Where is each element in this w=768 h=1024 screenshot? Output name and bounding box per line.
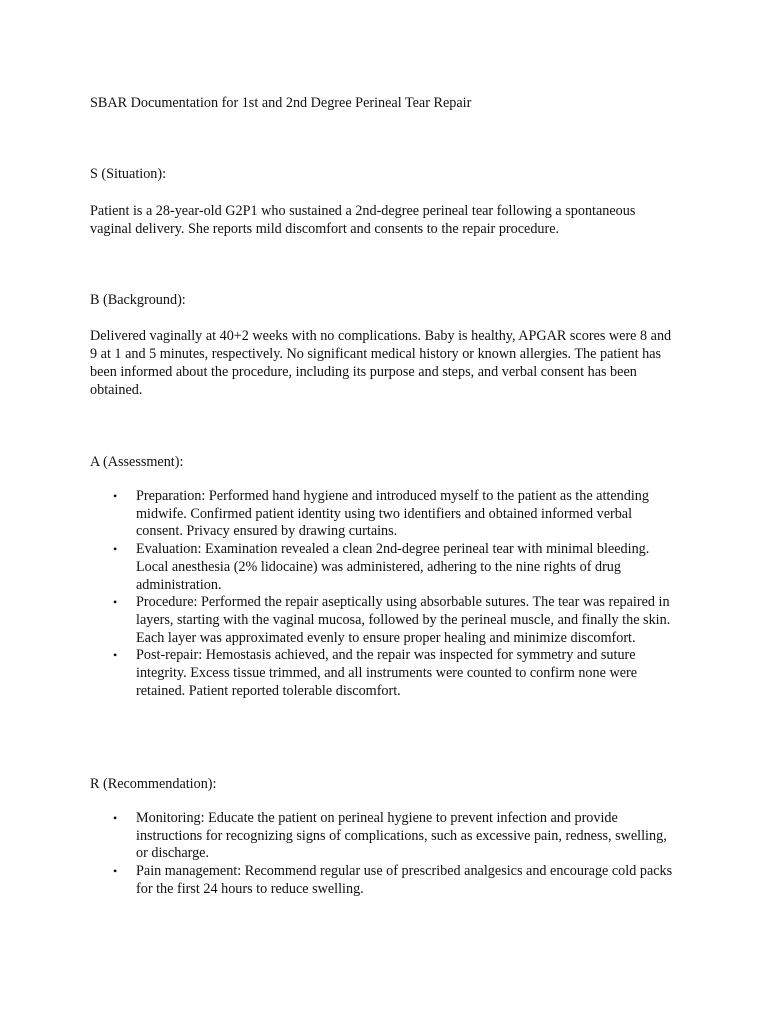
assessment-list bbox=[0, 488, 768, 700]
list-item bbox=[0, 863, 681, 898]
bullet-icon: • bbox=[113, 542, 118, 557]
recommendation-item-pain-management: Pain management: Recommend regular use of prescribed analgesics and encourage cold packs for the first 24 hours to reduce swelling. bbox=[136, 863, 673, 897]
document-title: SBAR Documentation for 1st and 2nd Degree Perineal Tear Repair bbox=[90, 95, 472, 111]
background-heading: B (Background): bbox=[90, 292, 186, 308]
situation-heading: S (Situation): bbox=[90, 166, 167, 182]
recommendation-heading: R (Recommendation): bbox=[90, 776, 217, 792]
assessment-item-preparation: Preparation: Performed hand hygiene and introduced myself to the patient as the attending midwife. Confirmed patient identity using two identifiers and obtained informed verbal consent. Privacy ensured by drawing curtains. bbox=[136, 488, 649, 540]
list-item bbox=[0, 594, 681, 647]
recommendation-item-monitoring: Monitoring: Educate the patient on perineal hygiene to prevent infection and provide instructions for recognizing signs of complications, such as excessive pain, redness, swelling, or discharge. bbox=[136, 810, 667, 862]
assessment-item-procedure: Procedure: Performed the repair aseptically using absorbable sutures. The tear was repaired in layers, starting with the vaginal mucosa, followed by the perineal muscle, and finally the skin. Each layer was approximated evenly to ensure proper healing and minimize discomfort. bbox=[136, 594, 671, 646]
list-item bbox=[0, 647, 681, 700]
bullet-icon: • bbox=[113, 648, 118, 663]
assessment-item-post-repair: Post-repair: Hemostasis achieved, and the repair was inspected for symmetry and suture integrity. Excess tissue trimmed, and all instruments were counted to confirm none were retained. Patient reported tolerable discomfort. bbox=[136, 647, 638, 699]
bullet-icon: • bbox=[113, 864, 118, 879]
list-item bbox=[0, 488, 681, 541]
list-item bbox=[0, 541, 681, 594]
situation-text: Patient is a 28-year-old G2P1 who sustained a 2nd-degree perineal tear following a spontaneous vaginal delivery. She reports mild discomfort and consents to the repair procedure. bbox=[90, 203, 636, 237]
assessment-heading: A (Assessment): bbox=[90, 454, 184, 470]
bullet-icon: • bbox=[113, 489, 118, 503]
bullet-icon: • bbox=[113, 595, 118, 610]
list-item bbox=[0, 810, 681, 863]
recommendation-list bbox=[0, 810, 768, 899]
background-text: Delivered vaginally at 40+2 weeks with no complications. Baby is healthy, APGAR scores were 8 and 9 at 1 and 5 minutes, respectively. No significant medical history or known allergies. The patient has been informed about the procedure, including its purpose and steps, and verbal consent has been obtained. bbox=[90, 328, 672, 398]
bullet-icon: • bbox=[113, 811, 118, 825]
assessment-item-evaluation: Evaluation: Examination revealed a clean 2nd-degree perineal tear with minimal bleeding. Local anesthesia (2% lidocaine) was administered, adhering to the nine rights of drug administration. bbox=[136, 541, 650, 593]
